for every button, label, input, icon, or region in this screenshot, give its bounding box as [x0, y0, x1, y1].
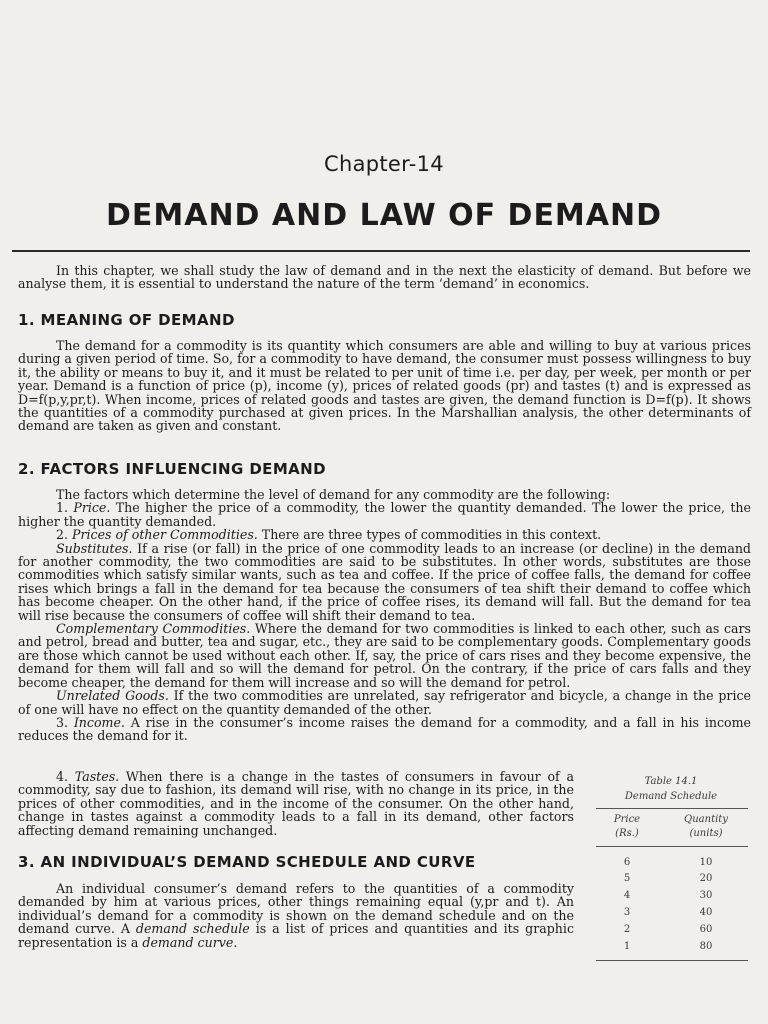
- section-3-heading: 3. AN INDIVIDUAL’S DEMAND SCHEDULE AND CURVE: [18, 853, 476, 871]
- factor-income: 3. Income. A rise in the consumer’s income raises the demand for a commodity, and a fall in his income reduces the demand for it.: [18, 714, 751, 744]
- price-cell: 3: [623, 907, 631, 918]
- section-1-body: [18, 339, 751, 433]
- title-divider: [12, 250, 750, 252]
- table-caption-number: Table 14.1: [644, 776, 698, 787]
- section-3-paragraph: An individual consumer’s demand refers to the quantities of a commodity demanded by him at various prices, other things remaining equal (y,pr and t). An individual’s demand for a commodity is shown on the demand schedule and on the demand curve. A demand schedule is a list of prices and quantities and its graphic representation is a demand curve.: [18, 881, 575, 950]
- section-2-heading: 2. FACTORS INFLUENCING DEMAND: [18, 460, 326, 478]
- factor-price: 1. Price. The higher the price of a commodity, the lower the quantity demanded. The lower the price, the higher the quantity demanded.: [18, 500, 751, 529]
- section-2-body: [18, 488, 751, 743]
- price-column-header: Price: [613, 814, 641, 825]
- factor-other-prices: 2. Prices of other Commodities. There are three types of commodities in this context.: [56, 527, 602, 543]
- quantity-cell: 10: [699, 857, 713, 868]
- intro-text: In this chapter, we shall study the law of demand and in the next the elasticity of demand. But before we analyse them, it is essential to understand the nature of the term ‘demand’ in economics.: [18, 263, 751, 292]
- table-row: [596, 924, 748, 937]
- section-3-body: [18, 882, 574, 949]
- price-cell: 4: [623, 890, 631, 901]
- section-1-paragraph: The demand for a commodity is its quantity which consumers are able and willing to buy at various prices during a given period of time. So, for a commodity to have demand, the consumer must possess willingness to buy it, the ability or means to buy it, and it must be related to per unit of time i.e. per day, per week, per month or per year. Demand is a function of price (p), income (y), prices of related goods (pr) and tastes (t) and is expressed as D=f(p,y,pr,t). When income, prices of related goods and tastes are given, the demand function is D=f(p). It shows the quantities of a commodity purchased at given prices. In the Marshallian analysis, the other determinants of demand are taken as given and constant.: [18, 338, 751, 434]
- price-cell: 5: [623, 873, 631, 884]
- quantity-cell: 40: [699, 907, 713, 918]
- table-header-row-1: [596, 814, 748, 827]
- chapter-number: Chapter-14: [324, 152, 444, 176]
- section-1-heading: 1. MEANING OF DEMAND: [18, 311, 235, 329]
- price-cell: 2: [623, 924, 631, 935]
- quantity-cell: 20: [699, 873, 713, 884]
- factor-tastes-block: [18, 770, 574, 837]
- price-cell: 1: [623, 941, 631, 952]
- table-header-row-2: [596, 828, 748, 841]
- factors-lead: The factors which determine the level of demand for any commodity are the following:: [56, 487, 611, 502]
- table-caption-title: Demand Schedule: [624, 791, 718, 802]
- quantity-column-header: Quantity: [684, 814, 728, 825]
- intro-paragraph: [18, 264, 751, 291]
- complementary-paragraph: Complementary Commodities. Where the demand for two commodities is linked to each other, such as cars and petrol, bread and butter, tea and sugar, etc., they are said to be complementary goods. Complementary goods are those which cannot be used without each other. If, say, the price of cars rises and they become expensive, the demand for them will fall and so will the demand for petrol. On the contrary, if the price of cars falls and they become cheaper, the demand for them will increase and so will the demand for petrol.: [18, 621, 751, 690]
- quantity-cell: 60: [699, 924, 713, 935]
- table-top-rule: [596, 808, 748, 809]
- unrelated-paragraph: Unrelated Goods. If the two commodities are unrelated, say refrigerator and bicycle, a change in the price of one will have no effect on the quantity demanded of the other.: [18, 688, 751, 717]
- price-cell: 6: [623, 857, 631, 868]
- quantity-unit: (units): [689, 828, 723, 839]
- table-row: [596, 857, 748, 870]
- price-unit: (Rs.): [615, 828, 639, 839]
- table-row: [596, 890, 748, 903]
- table-header-rule: [596, 846, 748, 847]
- table-row: [596, 873, 748, 886]
- substitutes-paragraph: Substitutes. If a rise (or fall) in the price of one commodity leads to an increase (or decline) in the demand for another commodity, the two commodities are said to be substitutes. In other words, substitutes are those commodities which satisfy similar wants, such as tea and coffee. If the price of coffee falls, the demand for coffee rises which brings a fall in the demand for tea because the consumers of tea shift their demand to coffee which has become cheaper. On the other hand, if the price of coffee rises, its demand will fall. But the demand for tea will rise because the consumers of coffee will shift their demand to tea.: [18, 540, 751, 623]
- table-row: [596, 907, 748, 920]
- table-row: [596, 941, 748, 954]
- factor-tastes: 4. Tastes. When there is a change in the tastes of consumers in favour of a commodity, say due to fashion, its demand will rise, with no change in its price, in the prices of other commodities, and in the income of the consumer. On the other hand, change in tastes against a commodity leads to a fall in its demand, other factors affecting demand remaining unchanged.: [18, 769, 574, 838]
- chapter-title: DEMAND AND LAW OF DEMAND: [105, 198, 663, 233]
- table-bottom-rule: [596, 960, 748, 961]
- quantity-cell: 80: [699, 941, 713, 952]
- quantity-cell: 30: [699, 890, 713, 901]
